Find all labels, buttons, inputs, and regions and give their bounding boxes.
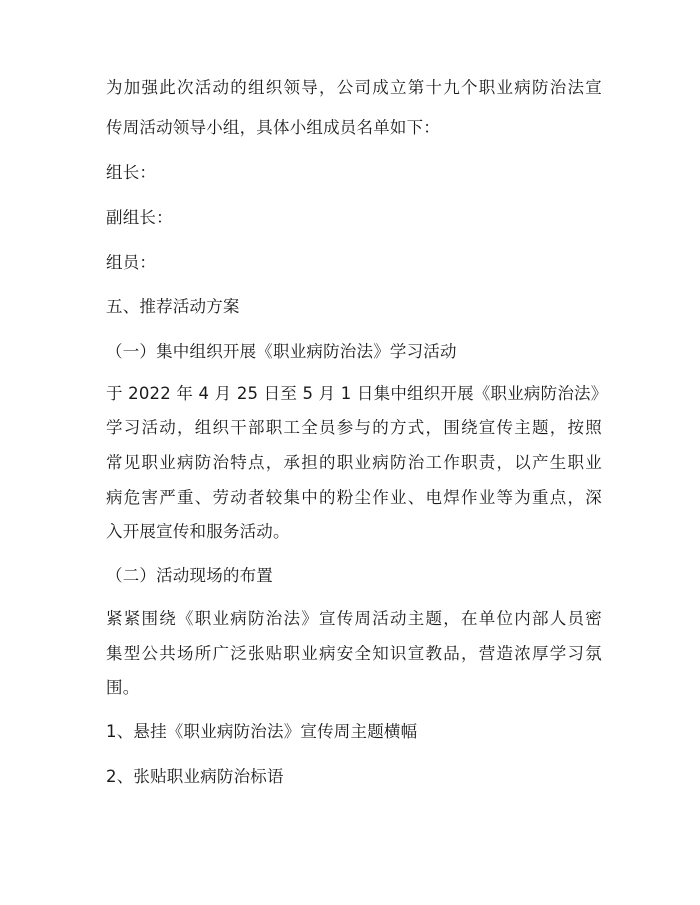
intro-line-2: 传周活动领导小组，具体小组成员名单如下： [106,118,440,137]
paragraph-one-line-2: 学习活动，组织干部职工全员参与的方式，围绕宣传主题，按照 [106,418,602,437]
paragraph-one-line-5: 入开展宣传和服务活动。 [106,522,290,541]
list-item-one: 1、悬挂《职业病防治法》宣传周主题横幅 [106,722,418,741]
paragraph-one-line-4: 病危害严重、劳动者较集中的粉尘作业、电焊作业等为重点，深 [106,488,602,507]
paragraph-one-line-3: 常见职业病防治特点，承担的职业病防治工作职责，以产生职业 [106,453,602,472]
paragraph-two-line-3: 围。 [106,678,140,697]
paragraph-one-line-1: 于 2022 年 4 月 25 日至 5 月 1 日集中组织开展《职业病防治法》 [106,384,608,403]
subsection-one-heading: （一）集中组织开展《职业病防治法》学习活动 [106,342,457,361]
list-item-two: 2、张贴职业病防治标语 [106,767,284,786]
team-leader-label: 组长： [106,163,157,182]
members-label: 组员： [106,253,157,272]
paragraph-two-line-1: 紧紧围绕《职业病防治法》宣传周活动主题，在单位内部人员密 [106,609,602,628]
intro-line-1: 为加强此次活动的组织领导，公司成立第十九个职业病防治法宣 [106,78,602,97]
deputy-leader-label: 副组长： [106,208,173,227]
paragraph-two-line-2: 集型公共场所广泛张贴职业病安全知识宣教品，营造浓厚学习氛 [106,644,602,663]
section-five-heading: 五、推荐活动方案 [106,297,240,316]
subsection-two-heading: （二）活动现场的布置 [106,566,273,585]
